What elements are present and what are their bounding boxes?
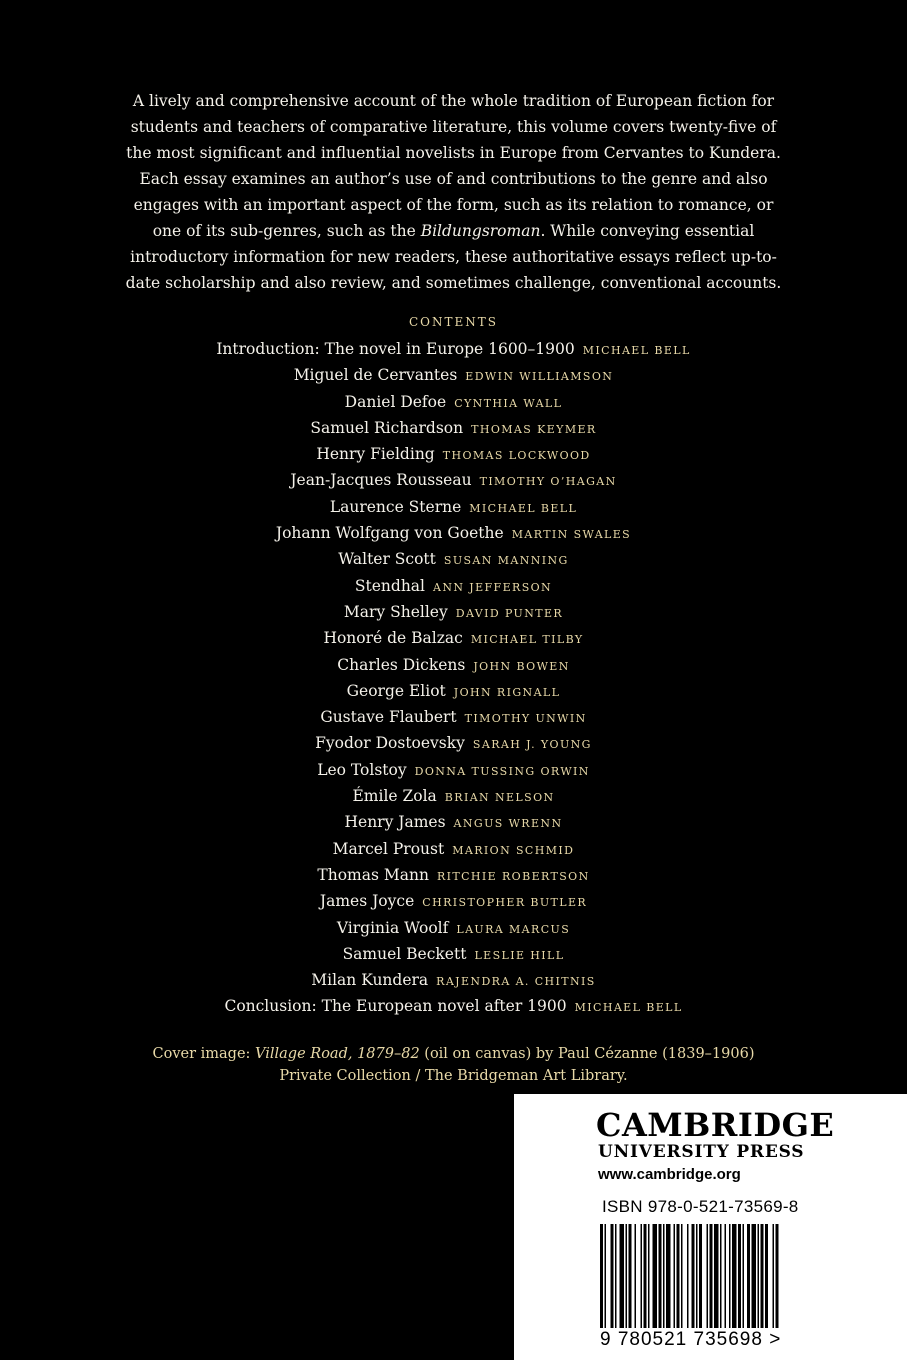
chapter-author: MARION SCHMID bbox=[452, 843, 575, 857]
credit-suffix: (oil on canvas) by Paul Cézanne (1839–1906) bbox=[419, 1046, 755, 1062]
chapter-author: ANN JEFFERSON bbox=[433, 580, 553, 594]
chapter-title: Milan Kundera bbox=[311, 971, 429, 990]
chapter-author: ANGUS WRENN bbox=[453, 817, 563, 831]
chapter-title: Introduction: The novel in Europe 1600–1900 bbox=[216, 340, 575, 358]
barcode-bar bbox=[729, 1224, 731, 1328]
barcode-bar bbox=[707, 1224, 709, 1328]
chapter-title: Honoré de Balzac bbox=[323, 629, 463, 648]
contents-entry bbox=[0, 704, 907, 730]
barcode-bar bbox=[732, 1224, 737, 1328]
barcode-bar bbox=[635, 1224, 637, 1328]
chapter-author: TIMOTHY UNWIN bbox=[464, 712, 587, 726]
chapter-author: THOMAS KEYMER bbox=[471, 422, 597, 436]
contents-entry bbox=[0, 993, 907, 1019]
chapter-author: SARAH J. YOUNG bbox=[472, 738, 592, 752]
barcode-bar bbox=[699, 1224, 702, 1328]
barcode-bar bbox=[687, 1224, 689, 1328]
contents-entry bbox=[0, 783, 907, 809]
credit-line-1 bbox=[0, 1043, 907, 1065]
contents-entry bbox=[0, 520, 907, 546]
contents-entry bbox=[0, 809, 907, 835]
barcode-bar bbox=[615, 1224, 617, 1328]
contents-entry bbox=[0, 389, 907, 415]
contents-entry bbox=[0, 757, 907, 783]
contents-list bbox=[0, 336, 907, 1020]
chapter-title: Miguel de Cervantes bbox=[293, 366, 458, 385]
blurb-italic-term: Bildungsroman bbox=[420, 222, 541, 240]
chapter-title: Conclusion: The European novel after 1900 bbox=[224, 997, 567, 1016]
chapter-title: Émile Zola bbox=[352, 787, 437, 806]
chapter-title: Marcel Proust bbox=[332, 839, 445, 858]
barcode-bar bbox=[663, 1224, 665, 1328]
chapter-author: RITCHIE ROBERTSON bbox=[436, 869, 590, 883]
chapter-title: Walter Scott bbox=[338, 550, 436, 569]
barcode-bar bbox=[641, 1224, 643, 1328]
chapter-author: MICHAEL TILBY bbox=[470, 633, 584, 647]
chapter-author: MICHAEL BELL bbox=[574, 1001, 683, 1015]
contents-entry bbox=[0, 441, 907, 467]
chapter-author: LESLIE HILL bbox=[474, 948, 565, 962]
barcode-bar bbox=[765, 1224, 768, 1328]
contents-entry bbox=[0, 546, 907, 572]
contents-entry bbox=[0, 415, 907, 441]
contents-entry bbox=[0, 652, 907, 678]
chapter-title: Samuel Richardson bbox=[310, 418, 464, 437]
barcode-bar bbox=[666, 1224, 671, 1328]
chapter-author: MICHAEL BELL bbox=[469, 501, 578, 515]
contents-entry bbox=[0, 573, 907, 599]
barcode-bar bbox=[720, 1224, 722, 1328]
barcode-bar bbox=[611, 1224, 614, 1328]
barcode-bar bbox=[710, 1224, 713, 1328]
chapter-title: Daniel Defoe bbox=[344, 392, 447, 411]
chapter-title: Gustave Flaubert bbox=[320, 708, 457, 727]
chapter-title: Samuel Beckett bbox=[342, 944, 467, 963]
chapter-title: Stendhal bbox=[354, 576, 425, 595]
chapter-title: Virginia Woolf bbox=[336, 918, 449, 937]
chapter-author: RAJENDRA A. CHITNIS bbox=[436, 975, 596, 989]
barcode-bar bbox=[752, 1224, 757, 1328]
barcode-bar bbox=[714, 1224, 719, 1328]
chapter-author: LAURA MARCUS bbox=[456, 922, 571, 936]
chapter-title: Charles Dickens bbox=[337, 655, 466, 674]
barcode-bar bbox=[696, 1224, 698, 1328]
chapter-author: JOHN BOWEN bbox=[473, 659, 570, 673]
contents-entry bbox=[0, 836, 907, 862]
chapter-author: SUSAN MANNING bbox=[443, 554, 569, 568]
credit-line-2: Private Collection / The Bridgeman Art Library. bbox=[279, 1068, 628, 1084]
publisher-subtitle: UNIVERSITY PRESS bbox=[598, 1142, 805, 1162]
contents-heading: CONTENTS bbox=[408, 315, 498, 329]
chapter-title: Laurence Sterne bbox=[329, 497, 462, 516]
chapter-author: CHRISTOPHER BUTLER bbox=[422, 896, 588, 910]
chapter-author: TIMOTHY O’HAGAN bbox=[479, 475, 617, 489]
barcode-bar bbox=[692, 1224, 695, 1328]
chapter-title: Mary Shelley bbox=[343, 602, 448, 621]
contents-entry bbox=[0, 730, 907, 756]
chapter-title: Johann Wolfgang von Goethe bbox=[275, 524, 504, 543]
chapter-title: James Joyce bbox=[319, 892, 415, 911]
chapter-title: Thomas Mann bbox=[317, 865, 429, 884]
contents-entry bbox=[0, 494, 907, 520]
barcode-bar bbox=[620, 1224, 625, 1328]
barcode-bar bbox=[725, 1224, 727, 1328]
barcode-bar bbox=[648, 1224, 650, 1328]
barcode-bar bbox=[653, 1224, 658, 1328]
blurb-text: A lively and comprehensive account of the whole tradition of European fiction for students and teachers of comparative literature, this volume covers twenty-five of the most significant and influential novelists in Europe from Cervantes to Kundera. Each essay examines an author’s use of and contributions to the genre and also engages with an important aspect of the form, such as its relation to romance, or one of its sub-genres, such as the bbox=[126, 92, 781, 240]
barcode-bar bbox=[600, 1224, 603, 1328]
barcode-bar bbox=[761, 1224, 764, 1328]
chapter-author: BRIAN NELSON bbox=[444, 791, 555, 805]
credit-artwork-title: Village Road, 1879–82 bbox=[255, 1046, 420, 1062]
barcode-bar bbox=[659, 1224, 662, 1328]
blurb-text-end: . While conveying essential introductory information for new readers, these authoritative essays reflect up-to-date scholarship and also review, and sometimes challenge, conventional accounts. bbox=[125, 222, 782, 292]
chapter-author: CYNTHIA WALL bbox=[454, 396, 563, 410]
contents-entry bbox=[0, 625, 907, 651]
chapter-title: Fyodor Dostoevsky bbox=[315, 734, 465, 753]
chapter-author: EDWIN WILLIAMSON bbox=[465, 370, 614, 384]
barcode-bar bbox=[674, 1224, 676, 1328]
chapter-title: George Eliot bbox=[346, 681, 446, 700]
barcode-bar bbox=[626, 1224, 628, 1328]
barcode-bar bbox=[758, 1224, 760, 1328]
barcode-bar bbox=[738, 1224, 741, 1328]
contents-entry bbox=[0, 336, 907, 362]
barcode-bar bbox=[776, 1224, 779, 1328]
contents-entry bbox=[0, 678, 907, 704]
barcode-bar bbox=[743, 1224, 745, 1328]
cover-image-credit bbox=[0, 1043, 907, 1087]
barcode-bar bbox=[629, 1224, 632, 1328]
barcode-digits: 9 780521 735698 > bbox=[600, 1329, 782, 1350]
barcode-bar bbox=[605, 1224, 607, 1328]
barcode-bar bbox=[773, 1224, 775, 1328]
publisher-box bbox=[514, 1094, 907, 1360]
chapter-author: THOMAS LOCKWOOD bbox=[442, 449, 591, 463]
publisher-name: CAMBRIDGE bbox=[596, 1106, 835, 1144]
contents-entry bbox=[0, 362, 907, 388]
barcode-bar bbox=[681, 1224, 683, 1328]
chapter-title: Henry James bbox=[344, 813, 446, 832]
isbn-label: ISBN 978-0-521-73569-8 bbox=[602, 1197, 799, 1216]
contents-entry bbox=[0, 915, 907, 941]
barcode-bar bbox=[644, 1224, 647, 1328]
chapter-author: DAVID PUNTER bbox=[455, 606, 564, 620]
barcode-bar bbox=[677, 1224, 680, 1328]
chapter-author: MARTIN SWALES bbox=[511, 528, 632, 542]
barcode-bar bbox=[747, 1224, 750, 1328]
chapter-title: Henry Fielding bbox=[316, 445, 435, 464]
back-cover-blurb bbox=[120, 88, 787, 296]
publisher-url: www.cambridge.org bbox=[598, 1166, 741, 1183]
contents-entry bbox=[0, 941, 907, 967]
contents-entry bbox=[0, 967, 907, 993]
chapter-title: Jean-Jacques Rousseau bbox=[290, 471, 472, 490]
chapter-author: DONNA TUSSING ORWIN bbox=[414, 764, 590, 778]
chapter-title: Leo Tolstoy bbox=[317, 760, 407, 779]
contents-entry bbox=[0, 599, 907, 625]
barcode bbox=[600, 1224, 820, 1328]
chapter-author: MICHAEL BELL bbox=[582, 344, 691, 357]
contents-entry bbox=[0, 862, 907, 888]
contents-entry bbox=[0, 467, 907, 493]
credit-prefix: Cover image: bbox=[152, 1046, 256, 1062]
chapter-author: JOHN RIGNALL bbox=[453, 685, 561, 699]
contents-entry bbox=[0, 888, 907, 914]
